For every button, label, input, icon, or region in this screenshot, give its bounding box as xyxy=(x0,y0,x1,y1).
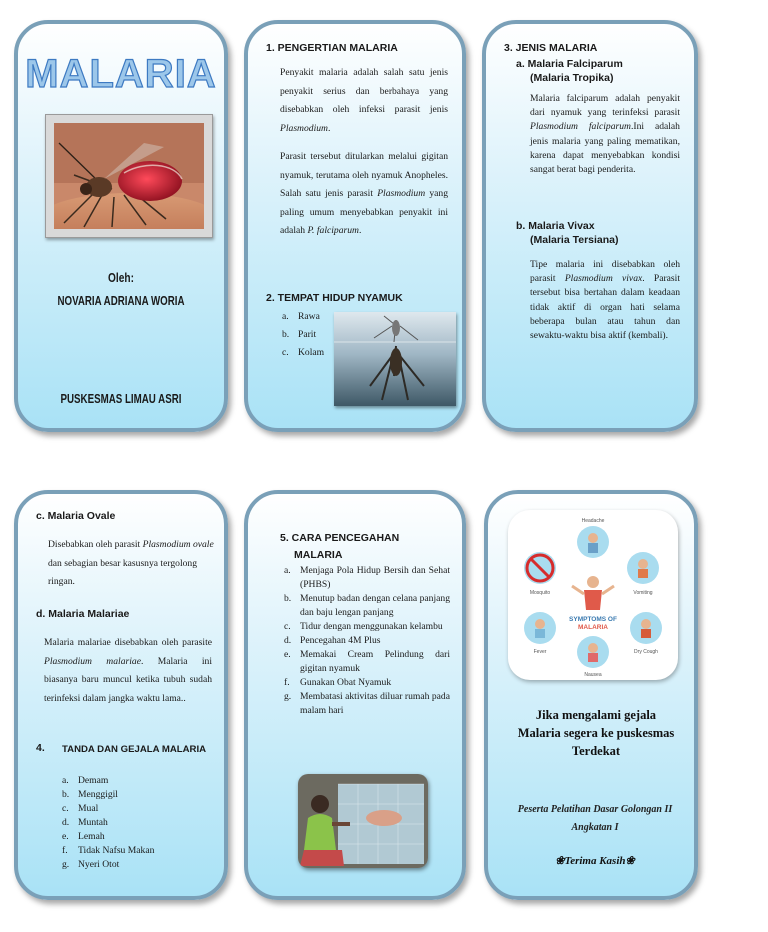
section4-number: 4. xyxy=(36,742,45,754)
section4-title: TANDA DAN GEJALA MALARIA xyxy=(62,744,207,755)
panel-jenis-malaria xyxy=(482,20,698,432)
symptoms-illustration xyxy=(508,510,678,680)
mosquito-water-illustration xyxy=(334,312,456,406)
mosquito-net-illustration xyxy=(298,774,428,868)
type-c-title: c. Malaria Ovale xyxy=(36,510,116,522)
type-c-description: Disebabkan oleh parasit Plasmodium ovale dan sebagian besar kasusnya tergolong ringan. xyxy=(48,539,214,587)
prevention-list xyxy=(284,564,450,718)
mosquito-photo xyxy=(45,114,213,238)
prevention-item: f. Gunakan Obat Nyamuk xyxy=(284,677,392,688)
panel-pengertian xyxy=(244,20,466,432)
organization-name: PUSKESMAS LIMAU ASRI xyxy=(60,392,182,406)
section5-title: 5. CARA PENCEGAHAN xyxy=(280,532,400,544)
symptom-item: f. Tidak Nafsu Makan xyxy=(62,845,155,856)
footer-line2: Angkatan I xyxy=(571,822,619,833)
symptom-item: e. Lemah xyxy=(62,831,105,842)
section5-title-line2: MALARIA xyxy=(294,549,343,561)
author-name: NOVARIA ADRIANA WORIA xyxy=(57,294,185,308)
infographic-label: Mosquito xyxy=(529,590,551,596)
infographic-label: Fever xyxy=(533,649,547,655)
section1-paragraph1: Penyakit malaria adalah salah satu jenis penyakit serius dan berbahaya yang disebabkan oleh infeksi parasit jenis Plasmodium. xyxy=(280,67,448,134)
prevention-item: c. Tidur dengan menggunakan kelambu xyxy=(284,621,443,632)
type-a-title: a. Malaria Falciparum xyxy=(516,58,623,70)
prevention-item: g. Membatasi aktivitas diluar rumah pada malam hari xyxy=(284,691,450,716)
type-b-subtitle: (Malaria Tersiana) xyxy=(530,234,619,246)
symptoms-infographic xyxy=(508,510,678,680)
section3-title: 3. JENIS MALARIA xyxy=(504,42,598,54)
by-label: Oleh: xyxy=(108,270,134,285)
section1-paragraph2: Parasit tersebut ditularkan melalui gigitan nyamuk, terutama oleh nyamuk Anopheles. Salah satu jenis parasit Plasmodium yang paling umum menyebabkan penyakit ini adalah P. falciparum. xyxy=(280,151,448,236)
symptom-item: d. Muntah xyxy=(62,817,108,828)
type-b-title: b. Malaria Vivax xyxy=(516,220,595,232)
infographic-label: Vomiting xyxy=(633,590,653,596)
type-d-description: Malaria malariae disebabkan oleh parasite Plasmodium malariae. Malaria ini biasanya baru muncul ketika tubuh sudah terinfeksi dalam jangka waktu lama.. xyxy=(44,637,212,704)
thank-you-text: ❀Terima Kasih❀ xyxy=(555,855,635,867)
section2-title: 2. TEMPAT HIDUP NYAMUK xyxy=(266,292,403,304)
infographic-center-line1: SYMPTOMS OF xyxy=(569,616,617,623)
panel-closing xyxy=(484,490,698,900)
section1-title: 1. PENGERTIAN MALARIA xyxy=(266,42,398,54)
infographic-label: Dry Cough xyxy=(634,649,658,655)
infographic-center-line2: MALARIA xyxy=(578,624,608,631)
panel-cover xyxy=(14,20,228,432)
type-d-title: d. Malaria Malariae xyxy=(36,608,130,620)
type-b-description: Tipe malaria ini disebabkan oleh parasit Plasmodium vivax. Parasit tersebut bisa bertahan dalam keadaan tidak aktif di organ hati selama beberapa bulan atau tahun dan sewaktu-waktu bisa aktif (kembali). xyxy=(530,259,680,342)
symptom-item: b. Menggigil xyxy=(62,789,118,800)
prevention-item: d. Pencegahan 4M Plus xyxy=(284,635,381,646)
type-a-subtitle: (Malaria Tropika) xyxy=(530,72,614,84)
mosquito-net-photo xyxy=(298,774,428,868)
prevention-item: b. Menutup badan dengan celana panjang dan baju lengan panjang xyxy=(284,593,450,618)
symptom-item: g. Nyeri Otot xyxy=(62,859,120,870)
habitat-item: c. Kolam xyxy=(282,347,325,358)
prevention-item: a. Menjaga Pola Hidup Bersih dan Sehat (PHBS) xyxy=(284,565,450,590)
panel-ovale-malariae xyxy=(14,490,228,900)
callout-text: Jika mengalami gejala Malaria segera ke puskesmas Terdekat xyxy=(517,708,675,758)
mosquito-water-photo xyxy=(334,312,456,406)
type-a-description: Malaria falciparum adalah penyakit dari nyamuk yang terinfeksi parasit Plasmodium falciparum.Ini adalah jenis malaria yang paling mematikan, karena dapat menyebabkan kondisi sangat berat bagi penderita. xyxy=(530,93,680,176)
cover-title: MALARIA xyxy=(25,52,217,96)
prevention-item: e. Memakai Cream Pelindung dari gigitan nyamuk xyxy=(284,649,450,674)
panel-pencegahan xyxy=(244,490,466,900)
symptom-item: a. Demam xyxy=(62,775,109,786)
infographic-label: Headache xyxy=(581,518,605,524)
habitat-item: a. Rawa xyxy=(282,311,320,322)
symptom-list xyxy=(62,774,212,872)
mosquito-illustration xyxy=(54,123,204,229)
symptom-item: c. Mual xyxy=(62,803,99,814)
infographic-label: Nausea xyxy=(584,672,602,678)
habitat-item: b. Parit xyxy=(282,329,317,340)
footer-line1: Peserta Pelatihan Dasar Golongan II xyxy=(517,804,673,815)
